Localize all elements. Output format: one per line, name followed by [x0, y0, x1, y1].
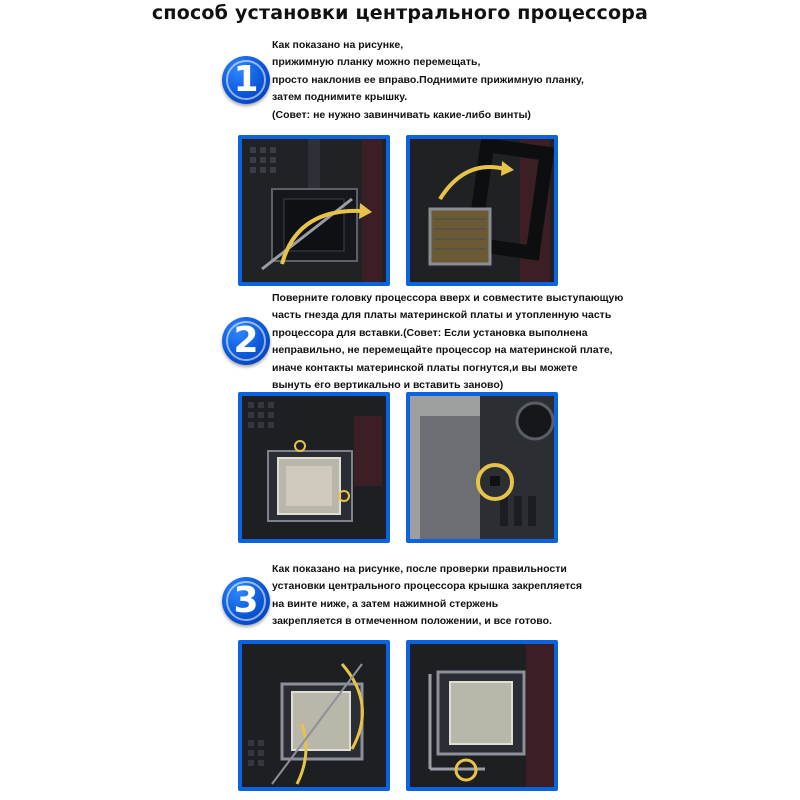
step-1-number: 1 [233, 59, 259, 100]
step-3-line: закрепляется в отмеченном положении, и все готово. [272, 615, 552, 628]
step-2-line: часть гнезда для платы материнской платы и утопленную часть [272, 309, 612, 322]
cpu-in-socket-photo [238, 392, 390, 543]
lever-locked-photo [406, 640, 558, 791]
step-1-line: просто наклонив ее вправо.Поднимите прижимную планку, [272, 73, 584, 86]
step-2-line: иначе контакты материнской платы погнутся,и вы можете [272, 361, 578, 374]
page-title: способ установки центрального процессора [151, 2, 649, 24]
step-1-line: Как показано на рисунке, [272, 39, 404, 51]
socket-lever-arrow-photo [238, 135, 390, 286]
step-3-line: установки центрального процессора крышка закрепляется [272, 580, 582, 593]
step-3-line: Как показано на рисунке, после проверки правильности [272, 563, 567, 575]
step-2-number-badge [222, 317, 270, 365]
step-1-line: прижимную планку можно перемещать, [272, 56, 481, 69]
step-3-text [272, 561, 582, 631]
socket-open-frame-photo [406, 135, 558, 286]
step-1-line: затем поднимите крышку. [272, 91, 408, 104]
step-2-text [272, 290, 623, 394]
step-2-line: неправильно, не перемещайте процессор на материнской плате, [272, 344, 613, 357]
step-3-line: на винте ниже, а затем нажимной стержень [272, 597, 499, 610]
step-2-line: процессора для вставки.(Совет: Если установка выполнена [272, 326, 588, 339]
step-2-number: 2 [233, 320, 259, 361]
step-3-number: 3 [233, 580, 259, 621]
step-2-line: Поверните головку процессора вверх и совместите выступающую [272, 292, 624, 304]
step-1-line: (Совет: не нужно завинчивать какие-либо винты) [272, 108, 531, 121]
step-3-number-badge [222, 577, 270, 625]
closing-cover-photo [238, 640, 390, 791]
step-2-line: вынуть его вертикально и вставить заново) [272, 379, 504, 392]
step-1-number-badge [222, 56, 270, 104]
step-1-text [272, 37, 584, 124]
alignment-notch-closeup-photo [406, 392, 558, 543]
